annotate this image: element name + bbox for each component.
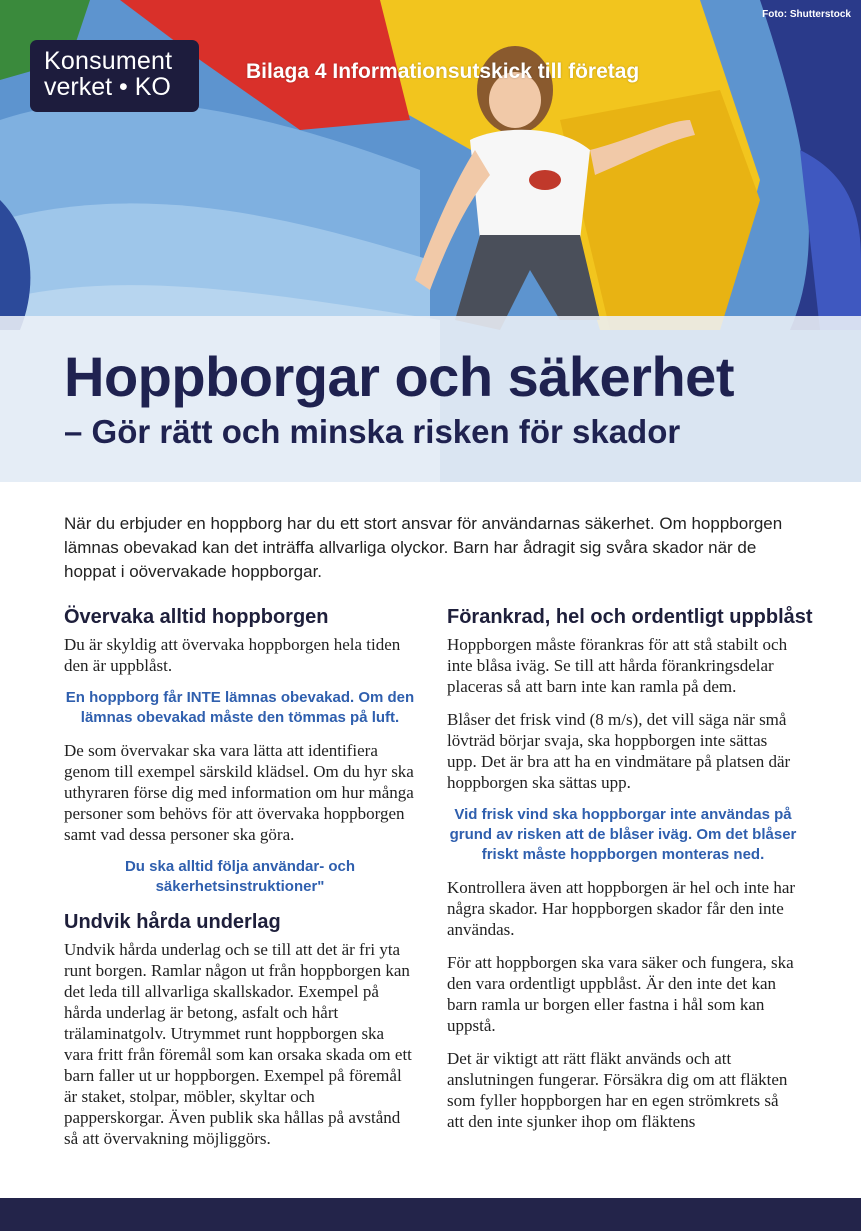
- intro-paragraph: När du erbjuder en hoppborg har du ett stort ansvar för användarnas säkerhet. Om hoppborgen lämnas obevakad kan det inträffa allvarliga olyckor. Barn har ådragit sig svåra skador när de hoppat i oövervakade hoppborgar.: [64, 514, 783, 581]
- callout: Du ska alltid följa användar- och säkerhetsinstruktioner": [124, 858, 356, 895]
- footer-bar: [0, 1198, 861, 1231]
- paragraph: Kontrollera även att hoppborgen är hel och inte har några skador. Har hoppborgen skador får den inte användas.: [447, 878, 796, 939]
- paragraph: Hoppborgen måste förankras för att stå stabilt och inte blåsa iväg. Se till att hårda förankringsdelar placeras så att barn inte kan ramla på dem.: [447, 635, 788, 696]
- section-heading-supervise: Övervaka alltid hoppborgen: [64, 606, 329, 628]
- callout: Vid frisk vind ska hoppborgar inte användas på grund av risken att de blåser iväg. Om det blåser friskt måste hoppborgen monteras ned.: [449, 806, 797, 863]
- photo-credit: Foto: Shutterstock: [762, 9, 851, 20]
- appendix-label: Bilaga 4 Informationsutskick till företag: [246, 60, 640, 83]
- page-title: Hoppborgar och säkerhet: [64, 345, 734, 408]
- page-subtitle: – Gör rätt och minska risken för skador: [64, 413, 681, 450]
- paragraph: Du är skyldig att övervaka hoppborgen hela tiden den är uppblåst.: [64, 635, 401, 675]
- section-heading-hard-surfaces: Undvik hårda underlag: [64, 911, 281, 933]
- right-column: [447, 604, 813, 1144]
- konsumentverket-logo: [30, 40, 199, 112]
- callout: En hoppborg får INTE lämnas obevakad. Om den lämnas obevakad måste den tömmas på luft.: [65, 689, 415, 726]
- paragraph: De som övervakar ska vara lätta att identifiera genom till exempel särskild klädsel. Om du hyr ska uthyraren förse dig med information om hur många personer som behövs för att övervaka hoppborgen samt vad dessa personer ska göra.: [64, 741, 414, 844]
- section-heading-anchored: Förankrad, hel och ordentligt uppblåst: [447, 606, 813, 628]
- paragraph: Blåser det frisk vind (8 m/s), det vill säga när små lövträd börjar svaja, ska hoppborgen inte sättas upp. Det är bra att ha en vindmätare på platsen där hoppborgen ska sättas upp.: [447, 710, 791, 792]
- left-column: [64, 604, 416, 1161]
- logo-line-2: verket • KO: [44, 73, 171, 101]
- logo-line-1: Konsument: [44, 47, 173, 75]
- paragraph: Undvik hårda underlag och se till att det är fri yta runt borgen. Ramlar någon ut från hoppborgen kan det leda till allvarliga skallskador. Exempel på hårda underlag är betong, asfalt och hårt trälaminatgolv. Utrymmet runt hoppborgen ska vara fritt från föremål som kan orsaka skada om ett barn faller ut ur hoppborgen. Exempel på föremål är staket, stolpar, möbler, skyltar och papperskorgar. Även publik ska hållas på avstånd så att övervakning möjliggörs.: [64, 940, 412, 1148]
- paragraph: Det är viktigt att rätt fläkt används och att anslutningen fungerar. Försäkra dig om att fläkten som fyller hoppborgen har en egen strömkrets så att den inte sjunker ihop om fläktens: [447, 1049, 788, 1131]
- paragraph: För att hoppborgen ska vara säker och fungera, ska den vara ordentligt uppblåst. Är den inte det kan barn ramla ur borgen eller fastna i hål som kan uppstå.: [447, 953, 794, 1035]
- hero-image: [0, 0, 861, 482]
